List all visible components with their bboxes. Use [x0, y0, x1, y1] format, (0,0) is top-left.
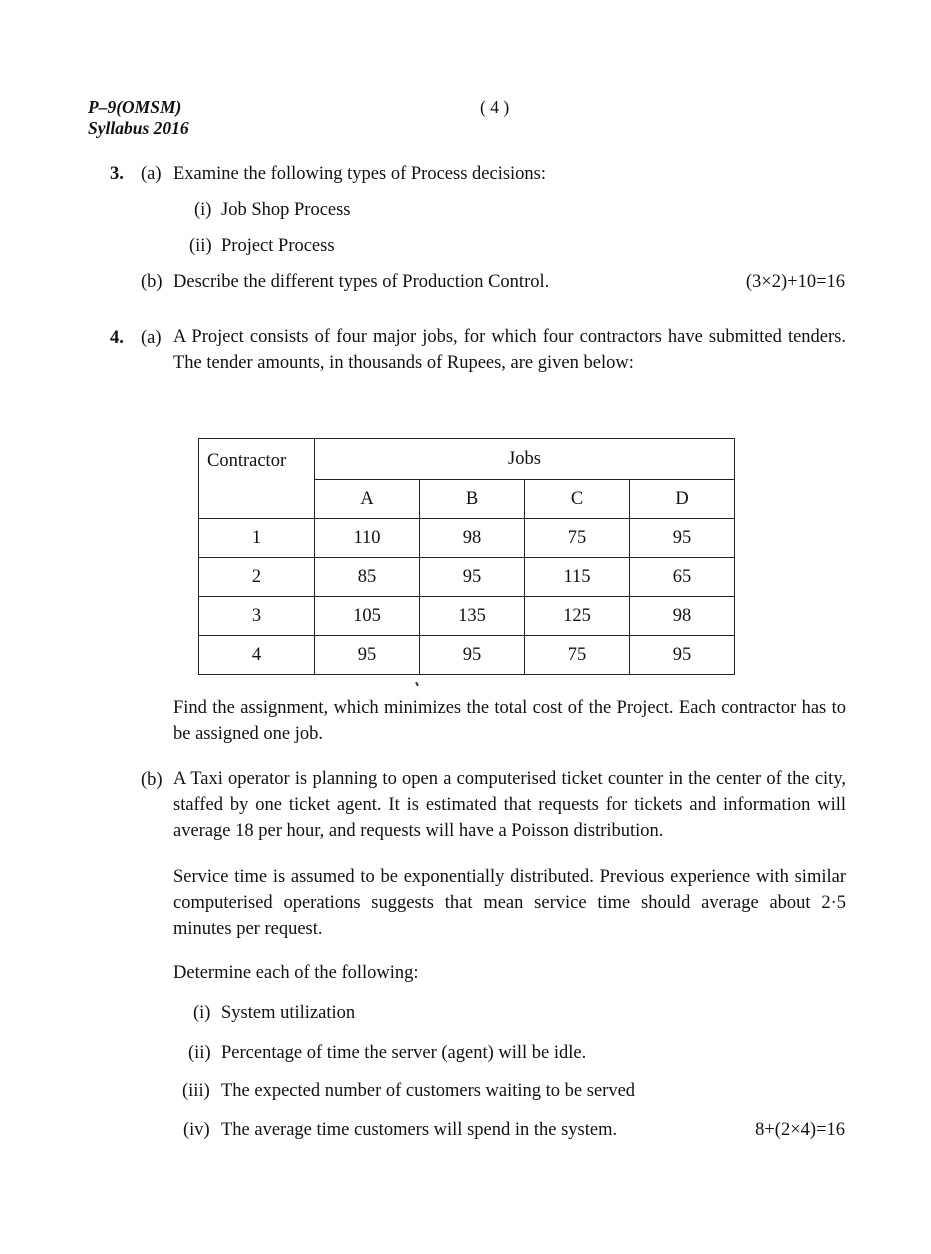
- item-label: (ii): [189, 236, 212, 256]
- followup-text: Find the assignment, which minimizes the total cost of the Project. Each contractor has to be assigned one job.: [173, 698, 846, 744]
- syllabus-year: Syllabus 2016: [88, 118, 189, 138]
- item-text: The average time customers will spend in the system.: [221, 1120, 618, 1140]
- question-text: Describe the different types of Production Control.: [173, 272, 550, 292]
- contractor-cell: 4: [199, 636, 315, 675]
- question-text: A Project consists of four major jobs, for which four contractors have submitted tenders. The tender amounts, in thousands of Rupees, are given below:: [173, 327, 846, 373]
- value-cell: 85: [315, 558, 420, 597]
- table-row: [199, 519, 735, 558]
- group-header: Jobs: [315, 439, 735, 480]
- tender-table: [198, 438, 735, 675]
- item-text: The expected number of customers waiting to be served: [221, 1081, 636, 1101]
- value-cell: 105: [315, 597, 420, 636]
- column-header: A: [315, 480, 420, 519]
- value-cell: 98: [420, 519, 525, 558]
- value-cell: 125: [525, 597, 630, 636]
- marks: 8+(2×4)=16: [755, 1120, 845, 1140]
- contractor-cell: 1: [199, 519, 315, 558]
- value-cell: 95: [630, 519, 735, 558]
- table-row: [199, 558, 735, 597]
- column-header: D: [630, 480, 735, 519]
- value-cell: 95: [420, 558, 525, 597]
- part-label: (a): [141, 328, 162, 348]
- question-number: 3.: [110, 164, 124, 184]
- item-label: (i): [194, 200, 212, 220]
- part-label: (a): [141, 164, 162, 184]
- item-label: (iii): [182, 1081, 210, 1101]
- item-text: Job Shop Process: [221, 200, 351, 220]
- scenario-paragraph-1: A Taxi operator is planning to open a computerised ticket counter in the center of the city, staffed by one ticket agent. It is estimated that requests for tickets and information will average 18 per hour, and requests will have a Poisson distribution.: [173, 769, 846, 841]
- scenario-paragraph-2: Service time is assumed to be exponentially distributed. Previous experience with similar computerised operations suggests that mean service time should average about 2·5 minutes per request.: [173, 867, 846, 939]
- part-label: (b): [141, 272, 163, 292]
- contractor-cell: 3: [199, 597, 315, 636]
- marks: (3×2)+10=16: [745, 272, 845, 292]
- part-label: (b): [141, 770, 163, 790]
- contractor-cell: 2: [199, 558, 315, 597]
- value-cell: 95: [630, 636, 735, 675]
- value-cell: 98: [630, 597, 735, 636]
- value-cell: 75: [525, 519, 630, 558]
- determine-intro: Determine each of the following:: [173, 963, 419, 983]
- value-cell: 110: [315, 519, 420, 558]
- item-text: Percentage of time the server (agent) will be idle.: [221, 1043, 587, 1063]
- page-number: ( 4 ): [480, 97, 510, 117]
- value-cell: 115: [525, 558, 630, 597]
- column-header: C: [525, 480, 630, 519]
- item-text: System utilization: [221, 1003, 356, 1023]
- value-cell: 135: [420, 597, 525, 636]
- item-label: (iv): [183, 1120, 210, 1140]
- item-text: Project Process: [221, 236, 335, 256]
- question-number: 4.: [110, 328, 124, 348]
- table-row: [199, 636, 735, 675]
- item-label: (i): [193, 1003, 211, 1023]
- item-label: (ii): [188, 1043, 211, 1063]
- row-header: Contractor: [199, 439, 315, 519]
- paper-code: P–9(OMSM): [88, 97, 182, 117]
- value-cell: 95: [420, 636, 525, 675]
- value-cell: 75: [525, 636, 630, 675]
- question-text: Examine the following types of Process decisions:: [173, 164, 547, 184]
- table-row: [199, 597, 735, 636]
- value-cell: 65: [630, 558, 735, 597]
- column-header: B: [420, 480, 525, 519]
- value-cell: 95: [315, 636, 420, 675]
- scan-mark: [415, 682, 419, 686]
